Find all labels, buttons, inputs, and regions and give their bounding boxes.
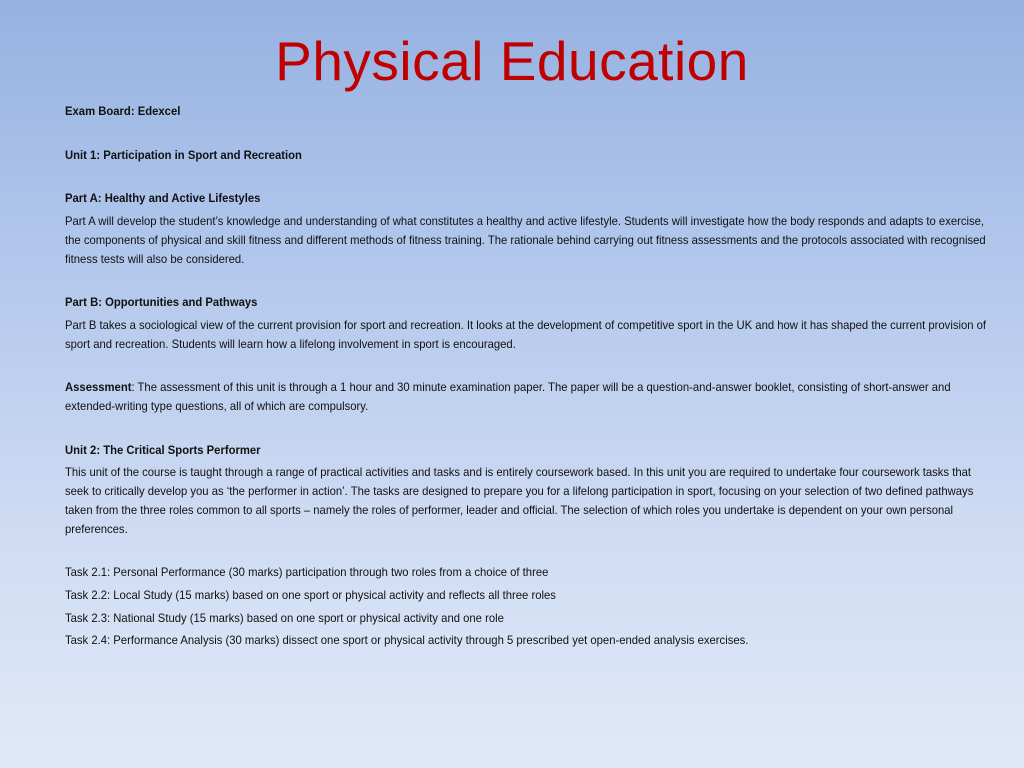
part-b-heading: Part B: Opportunities and Pathways (65, 295, 258, 310)
task-item: Task 2.3: National Study (15 marks) based on one sport or physical activity and one role (65, 610, 504, 625)
unit2-text: This unit of the course is taught through a range of practical activities and tasks and is entirely coursework based. In this unit you are required to undertake four coursework tasks that seek to critically develop you as ‘the performer in action’. The tasks are designed to prepare you for a lifelong participation in sport, focusing on your selection of two defined pathways taken from the three roles common to all sports – namely the roles of performer, leader and official. The selection of which roles you undertake is dependent on your own personal preferences. (65, 465, 974, 536)
assessment-text: : The assessment of this unit is through a 1 hour and 30 minute examination paper. The paper will be a question-and-answer booklet, consisting of short-answer and extended-writing type questions, all of which are compulsory. (65, 380, 951, 414)
assessment-label: Assessment (65, 380, 132, 395)
part-a-text: Part A will develop the student’s knowledge and understanding of what constitutes a healthy and active lifestyle. Students will investigate how the body responds and adapts to exercise, the components of physical and skill fitness and different methods of fitness training. The rationale behind carrying out fitness assessments and the protocols associated with recognised fitness tests will also be considered. (65, 214, 986, 266)
assessment-paragraph (65, 378, 996, 415)
task-item: Task 2.4: Performance Analysis (30 marks) dissect one sport or physical activity through 5 prescribed yet open-ended analysis exercises. (65, 633, 749, 648)
unit1-heading: Unit 1: Participation in Sport and Recreation (65, 147, 302, 162)
exam-board: Exam Board: Edexcel (65, 104, 181, 118)
page-title: Physical Education (275, 30, 749, 92)
part-b-text: Part B takes a sociological view of the current provision for sport and recreation. It looks at the development of competitive sport in the UK and how it has shaped the current provision of sport and recreation. Students will learn how a lifelong involvement in sport is encouraged. (65, 317, 987, 351)
slide-body (65, 102, 996, 654)
task-item: Task 2.1: Personal Performance (30 marks) participation through two roles from a choice of three (65, 565, 549, 580)
unit2-heading: Unit 2: The Critical Sports Performer (65, 442, 261, 457)
task-item: Task 2.2: Local Study (15 marks) based on one sport or physical activity and reflects all three roles (65, 587, 556, 602)
part-a-heading: Part A: Healthy and Active Lifestyles (65, 191, 261, 206)
